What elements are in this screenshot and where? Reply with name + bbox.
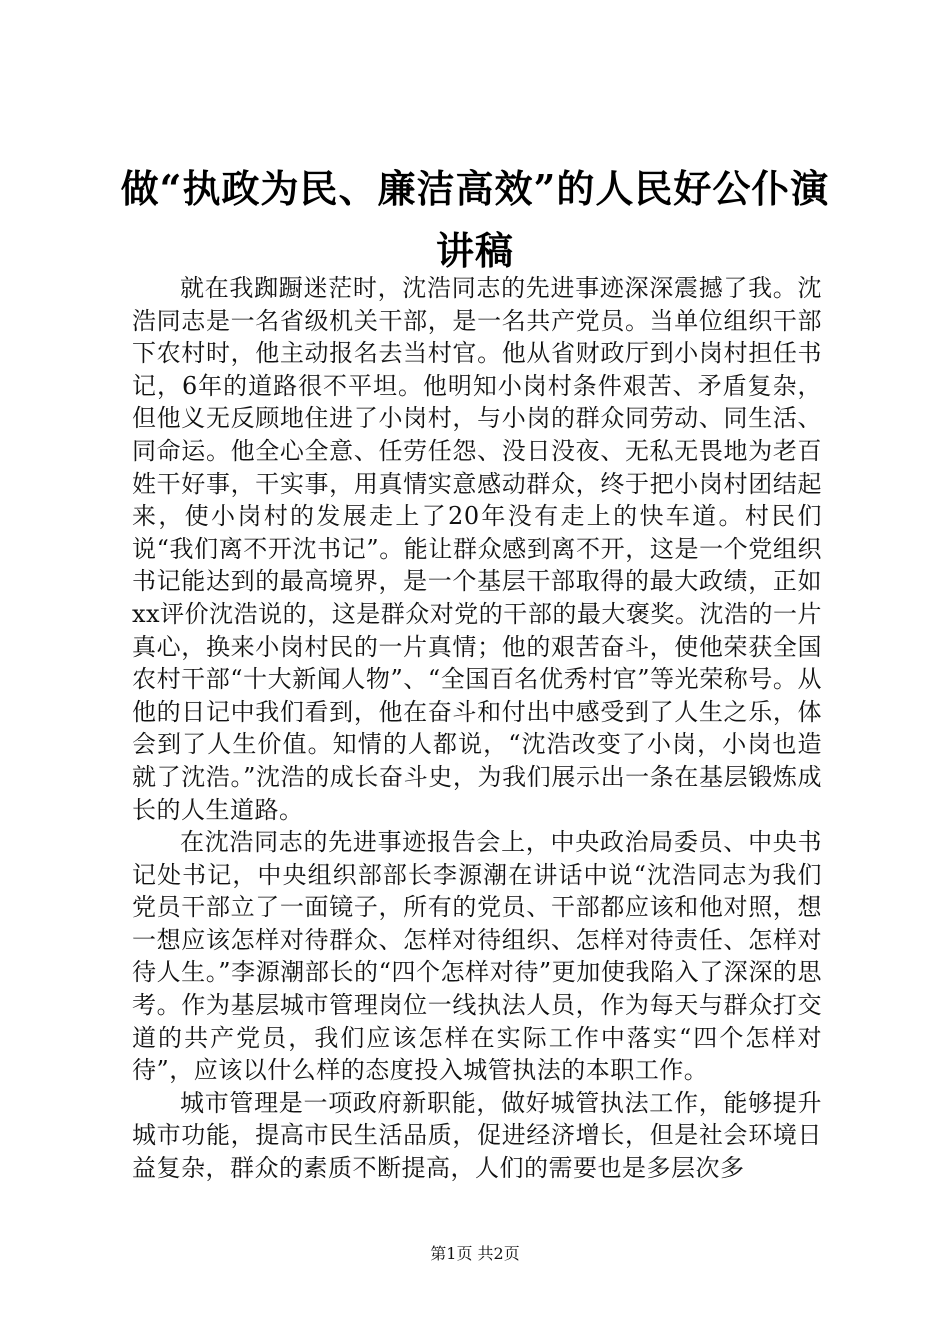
page-footer — [0, 1244, 950, 1264]
page-number: 第1页 共2页 — [430, 1244, 520, 1263]
document-body — [132, 272, 822, 1185]
paragraph-2: 在沈浩同志的先进事迹报告会上，中央政治局委员、中央书记处书记，中央组织部部长李源潮在讲话中说“沈浩同志为我们党员干部立了一面镜子，所有的党员、干部都应该和他对照，想一想应该怎样对待群众、怎样对待组织、怎样对待责任、怎样对待人生。”李源潮部长的“四个怎样对待”更加使我陷入了深深的思考。作为基层城市管理岗位一线执法人员，作为每天与群众打交道的共产党员，我们应该怎样在实际工作中落实“四个怎样对待”，应该以什么样的态度投入城管执法的本职工作。 — [132, 828, 822, 1085]
paragraph-3: 城市管理是一项政府新职能，做好城管执法工作，能够提升城市功能，提高市民生活品质，促进经济增长，但是社会环境日益复杂，群众的素质不断提高，人们的需要也是多层次多 — [132, 1088, 822, 1183]
document-title: 做“执政为民、廉洁高效”的人民好公仆演讲稿 — [120, 166, 830, 273]
paragraph-1: 就在我踟蹰迷茫时，沈浩同志的先进事迹深深震撼了我。沈浩同志是一名省级机关干部，是一名共产党员。当单位组织干部下农村时，他主动报名去当村官。他从省财政厅到小岗村担任书记，6年的道路很不平坦。他明知小岗村条件艰苦、矛盾复杂，但他义无反顾地住进了小岗村，与小岗的群众同劳动、同生活、同命运。他全心全意、任劳任怨、没日没夜、无私无畏地为老百姓干好事，干实事，用真情实意感动群众，终于把小岗村团结起来，使小岗村的发展走上了20年没有走上的快车道。村民们说“我们离不开沈书记”。能让群众感到离不开，这是一个党组织书记能达到的最高境界，是一个基层干部取得的最大政绩，正如xx评价沈浩说的，这是群众对党的干部的最大褒奖。沈浩的一片真心，换来小岗村民的一片真情；他的艰苦奋斗，使他荣获全国农村干部“十大新闻人物”、“全国百名优秀村官”等光荣称号。从他的日记中我们看到，他在奋斗和付出中感受到了人生之乐，体会到了人生价值。知情的人都说，“沈浩改变了小岗，小岗也造就了沈浩。”沈浩的成长奋斗史，为我们展示出一条在基层锻炼成长的人生道路。 — [132, 274, 822, 824]
